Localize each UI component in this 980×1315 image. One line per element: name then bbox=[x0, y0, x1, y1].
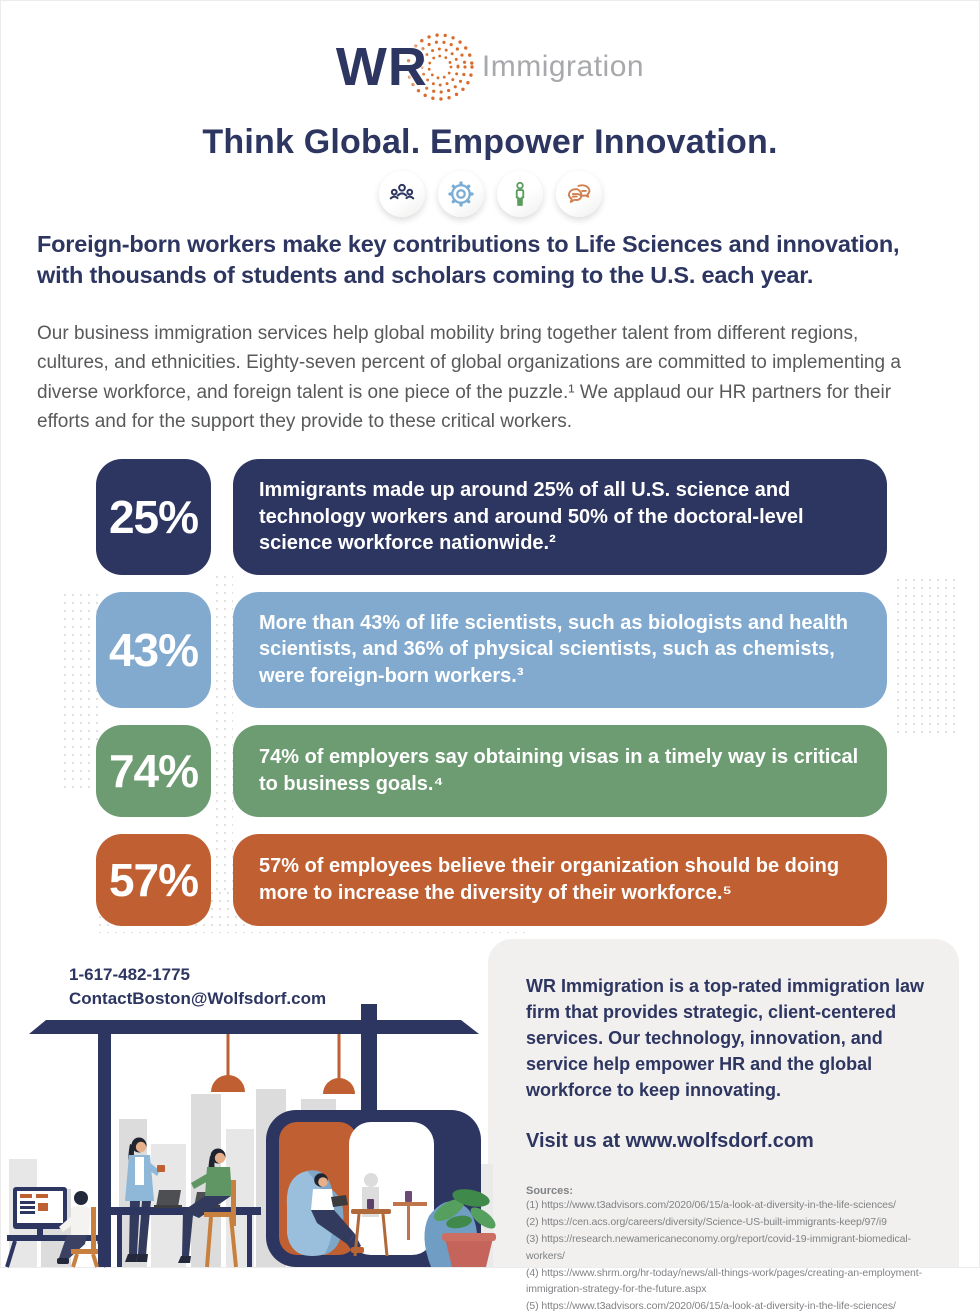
stat-card-57 bbox=[96, 834, 887, 926]
stat-card-25 bbox=[96, 459, 887, 575]
stat-description-text: Immigrants made up around 25% of all U.S. science and technology workers and around 50% of the doctoral-level science workforce nationwide.² bbox=[259, 479, 804, 555]
office-illustration bbox=[1, 1004, 506, 1267]
stats-section bbox=[96, 459, 887, 943]
source-link: (1) https://www.t3advisors.com/2020/06/15/a-look-at-diversity-in-the-life-sciences/ bbox=[526, 1199, 896, 1212]
stat-card-43 bbox=[96, 592, 887, 708]
sources-label: Sources: bbox=[526, 1185, 574, 1198]
logo bbox=[1, 29, 979, 105]
stat-description-text: More than 43% of life scientists, such as biologists and health scientists, and 36% of physical scientists, such as chemists, were foreign-born workers.³ bbox=[259, 611, 849, 687]
source-link: (5) https://www.t3advisors.com/2020/06/15/a-look-at-diversity-in-the-life-sciences/ bbox=[526, 1300, 896, 1313]
stat-description-text: 74% of employers say obtaining visas in a timely way is critical to business goals.⁴ bbox=[259, 745, 859, 795]
contact-email: ContactBoston@Wolfsdorf.com bbox=[69, 988, 327, 1008]
source-link: (3) https://research.newamericaneconomy.org/report/covid-19-immigrant-biomedical-workers/ bbox=[526, 1233, 912, 1262]
header-icons-row bbox=[1, 171, 979, 217]
contact-block bbox=[69, 963, 326, 1011]
logo-immigration-text: Immigration bbox=[481, 50, 645, 83]
dot-pattern bbox=[894, 576, 956, 734]
source-link: (4) https://www.shrm.org/hr-today/news/all-things-work/pages/creating-an-employment-immigration-strategy-for-the-future.aspx bbox=[526, 1266, 923, 1296]
stat-description bbox=[233, 725, 887, 817]
person-icon bbox=[497, 171, 543, 217]
pendant-lamps bbox=[211, 1034, 355, 1094]
stat-card-74 bbox=[96, 725, 887, 817]
about-box bbox=[488, 939, 959, 1313]
stat-description bbox=[233, 459, 887, 575]
stat-description bbox=[233, 834, 887, 926]
stat-value: 74% bbox=[96, 725, 211, 817]
dot-pattern bbox=[61, 591, 99, 791]
chat-bubbles-icon bbox=[556, 171, 602, 217]
intro-paragraph: Our business immigration services help global mobility bring together talent from different regions, cultures, and ethnicities. Eighty-seven percent of global organizations are committed to implementing a diverse workforce, and foreign talent is one piece of the puzzle.¹ We applaud our HR partners for their efforts and for the support they provide to these critical workers. bbox=[37, 323, 901, 433]
stat-value: 57% bbox=[96, 834, 211, 926]
page-headline: Foreign-born workers make key contributions to Life Sciences and innovation, with thousands of students and scholars coming to the U.S. each year. bbox=[37, 231, 900, 289]
tagline: Think Global. Empower Innovation. bbox=[202, 123, 778, 161]
team-icon bbox=[379, 171, 425, 217]
stat-value: 43% bbox=[96, 592, 211, 708]
stat-description-text: 57% of employees believe their organization should be doing more to increase the diversity of their workforce.⁵ bbox=[259, 854, 840, 904]
source-link: (2) https://cen.acs.org/careers/diversity/Science-US-built-immigrants-keep/97/i9 bbox=[526, 1216, 887, 1229]
stat-value: 25% bbox=[96, 459, 211, 575]
about-text: WR Immigration is a top-rated immigration law firm that provides strategic, client-centered services. Our technology, innovation, and service help empower HR and the global workforce to keep innovating. bbox=[526, 976, 925, 1101]
contact-phone: 1-617-482-1775 bbox=[69, 965, 190, 984]
gear-icon bbox=[438, 171, 484, 217]
stat-description bbox=[233, 592, 887, 708]
visit-link-text: Visit us at www.wolfsdorf.com bbox=[526, 1130, 814, 1153]
logo-wr-text: WR bbox=[335, 37, 428, 97]
